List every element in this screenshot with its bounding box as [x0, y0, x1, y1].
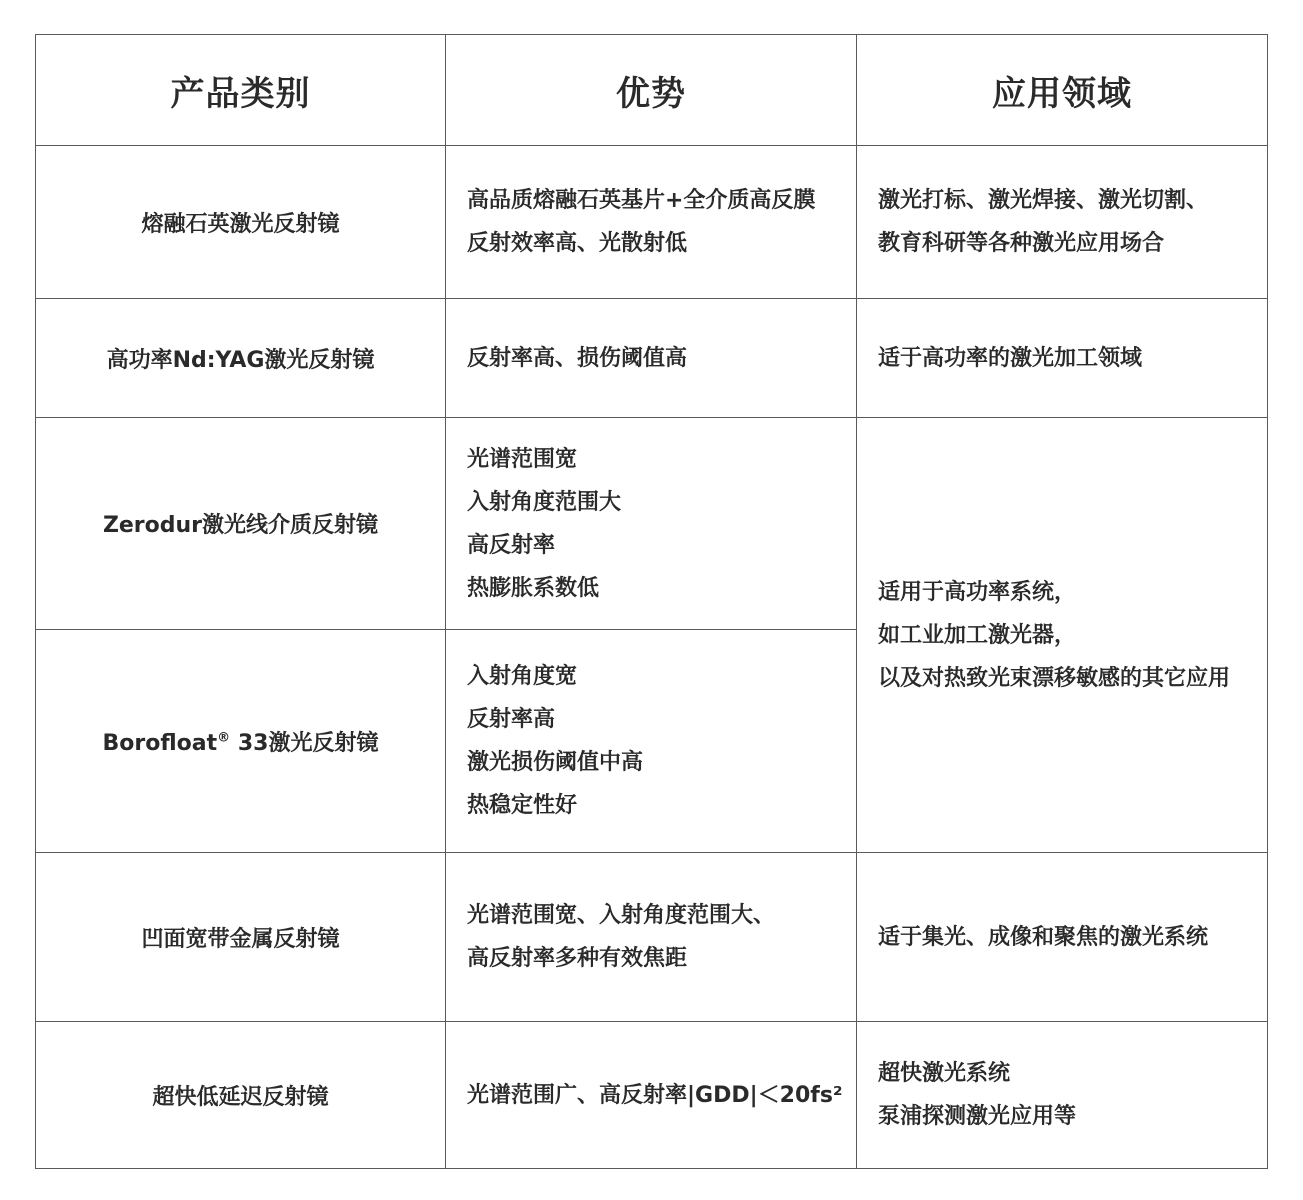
table-row [36, 1022, 1268, 1169]
table-row [36, 418, 1268, 630]
table-row [36, 853, 1268, 1022]
product-table [35, 34, 1268, 1169]
category-cell: 凹面宽带金属反射镜 [36, 853, 446, 1022]
advantages-cell: 光谱范围宽、入射角度范围大、 高反射率多种有效焦距 [446, 853, 857, 1022]
advantages-cell: 高品质熔融石英基片+全介质高反膜 反射效率高、光散射低 [446, 146, 857, 299]
applications-cell: 激光打标、激光焊接、激光切割、 教育科研等各种激光应用场合 [857, 146, 1268, 299]
advantages-cell: 光谱范围宽 入射角度范围大 高反射率 热膨胀系数低 [446, 418, 857, 630]
header-applications: 应用领域 [857, 35, 1268, 146]
advantages-cell: 光谱范围广、高反射率|GDD|＜20fs² [446, 1022, 857, 1169]
header-advantages: 优势 [446, 35, 857, 146]
advantages-cell: 入射角度宽 反射率高 激光损伤阈值中高 热稳定性好 [446, 630, 857, 853]
applications-cell: 适于高功率的激光加工领域 [857, 299, 1268, 418]
applications-cell: 适于集光、成像和聚焦的激光系统 [857, 853, 1268, 1022]
applications-cell-merged: 适用于高功率系统， 如工业加工激光器， 以及对热致光束漂移敏感的其它应用 [857, 418, 1268, 853]
category-cell: Zerodur激光线介质反射镜 [36, 418, 446, 630]
category-cell: 高功率Nd:YAG激光反射镜 [36, 299, 446, 418]
table-row [36, 299, 1268, 418]
category-cell: 超快低延迟反射镜 [36, 1022, 446, 1169]
applications-cell: 超快激光系统 泵浦探测激光应用等 [857, 1022, 1268, 1169]
category-cell: 熔融石英激光反射镜 [36, 146, 446, 299]
advantages-cell: 反射率高、损伤阈值高 [446, 299, 857, 418]
table-row [36, 146, 1268, 299]
header-category: 产品类别 [36, 35, 446, 146]
header-row [36, 35, 1268, 146]
category-cell: Borofloat® 33激光反射镜 [36, 630, 446, 853]
